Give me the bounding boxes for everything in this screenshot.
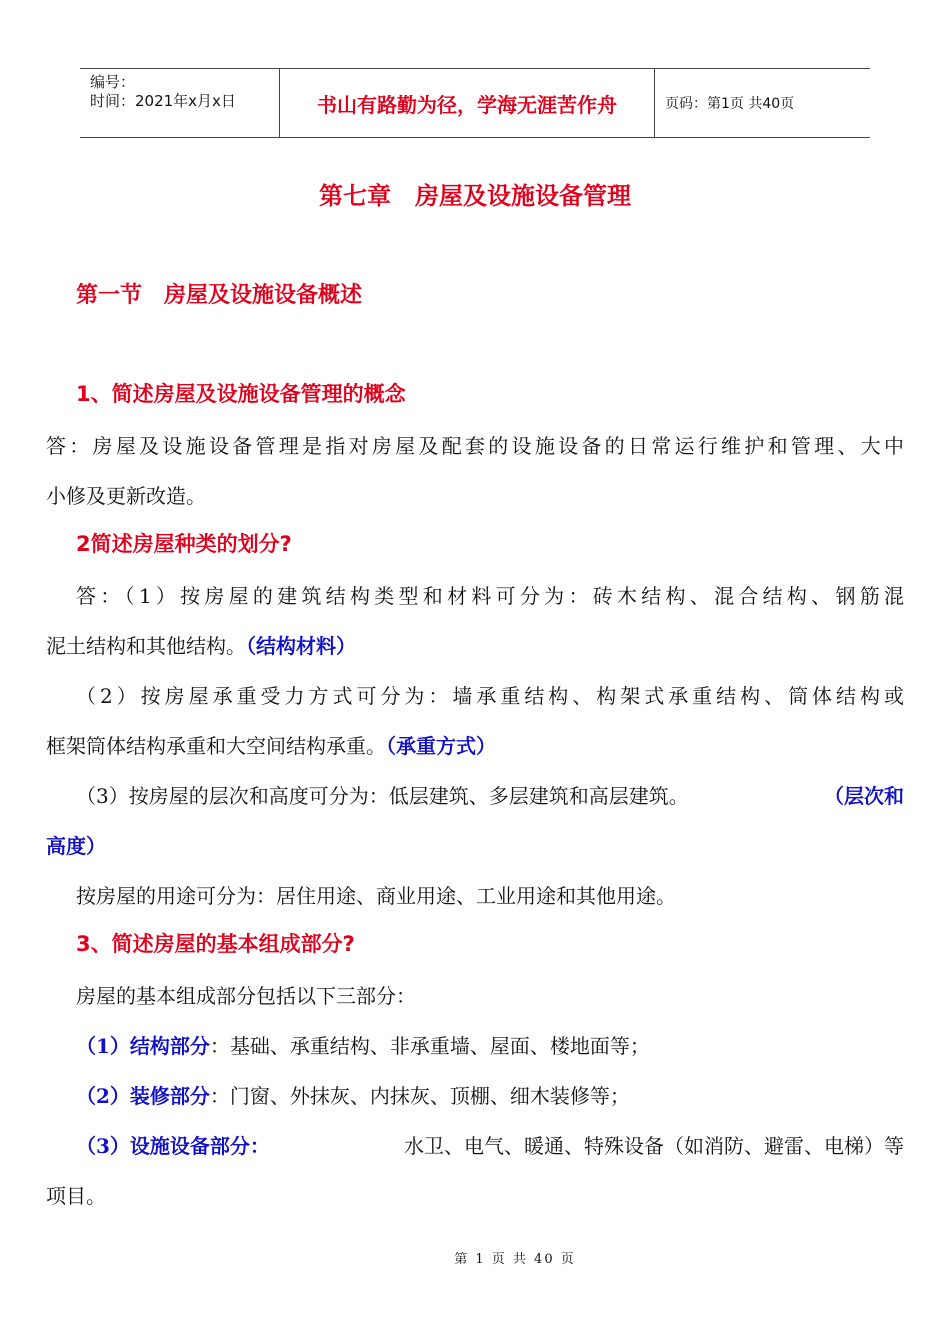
q1-answer-line-1: 答：房屋及设施设备管理是指对房屋及配套的设施设备的日常运行维护和管理、大中 — [46, 434, 904, 458]
question-2-title: 2简述房屋种类的划分? — [76, 532, 292, 556]
document-header — [80, 68, 870, 138]
q2-point-2-line-1: （2）按房屋承重受力方式可分为：墙承重结构、构架式承重结构、筒体结构或 — [76, 684, 904, 708]
number-label: 编号： — [90, 73, 136, 91]
q3-item-2-label: （2）装修部分 — [76, 1084, 210, 1108]
section-title: 第一节 房屋及设施设备概述 — [76, 283, 363, 308]
q2-tag-structure-material: （结构材料） — [246, 634, 356, 658]
q3-item-3-line-2: 项目。 — [46, 1184, 106, 1208]
header-motto: 书山有路勤为径，学海无涯苦作舟 — [280, 69, 655, 137]
q3-item-1 — [76, 1030, 650, 1059]
q2-tag-load-bearing: （承重方式） — [386, 734, 496, 758]
q3-item-2 — [76, 1080, 630, 1109]
question-3-title: 3、简述房屋的基本组成部分? — [76, 932, 355, 956]
q3-item-3-text: 水卫、电气、暖通、特殊设备（如消防、避雷、电梯）等 — [404, 1134, 904, 1158]
time-label: 时间：2021年x月x日 — [90, 92, 236, 110]
header-left-cell — [80, 69, 280, 137]
q3-item-2-text: ：门窗、外抹灰、内抹灰、顶棚、细木装修等； — [209, 1084, 630, 1108]
q2-tag-levels-1: （层次和 — [824, 784, 904, 808]
q2-point-4: 按房屋的用途可分为：居住用途、商业用途、工业用途和其他用途。 — [76, 884, 676, 908]
q2-point-1-line-2 — [46, 630, 356, 659]
q2-point-3-line-1 — [76, 780, 904, 809]
q2-tag-levels-2: 高度） — [46, 834, 106, 858]
q3-item-3 — [76, 1130, 904, 1159]
chapter-title: 第七章 房屋及设施设备管理 — [319, 182, 631, 210]
q3-item-3-label: （3）设施设备部分： — [76, 1134, 270, 1158]
page-footer: 第 1 页 共 40 页 — [454, 1252, 576, 1267]
q2-point-3-text: （3）按房屋的层次和高度可分为：低层建筑、多层建筑和高层建筑。 — [76, 784, 689, 808]
q2-point-2-line-2 — [46, 730, 496, 759]
q1-answer-line-2: 小修及更新改造。 — [46, 484, 206, 508]
q3-item-1-label: （1）结构部分 — [76, 1034, 210, 1058]
q2-point-1-line-1: 答：（1）按房屋的建筑结构类型和材料可分为：砖木结构、混合结构、钢筋混 — [76, 584, 904, 608]
question-1-title: 1、简述房屋及设施设备管理的概念 — [76, 382, 406, 406]
q2-point-1-text: 泥土结构和其他结构。 — [46, 634, 246, 658]
q3-item-1-text: ：基础、承重结构、非承重墙、屋面、楼地面等； — [209, 1034, 650, 1058]
q3-intro: 房屋的基本组成部分包括以下三部分： — [76, 984, 416, 1008]
q2-point-2-text: 框架筒体结构承重和大空间结构承重。 — [46, 734, 386, 758]
header-page-info: 页码：第1页 共40页 — [665, 96, 795, 112]
